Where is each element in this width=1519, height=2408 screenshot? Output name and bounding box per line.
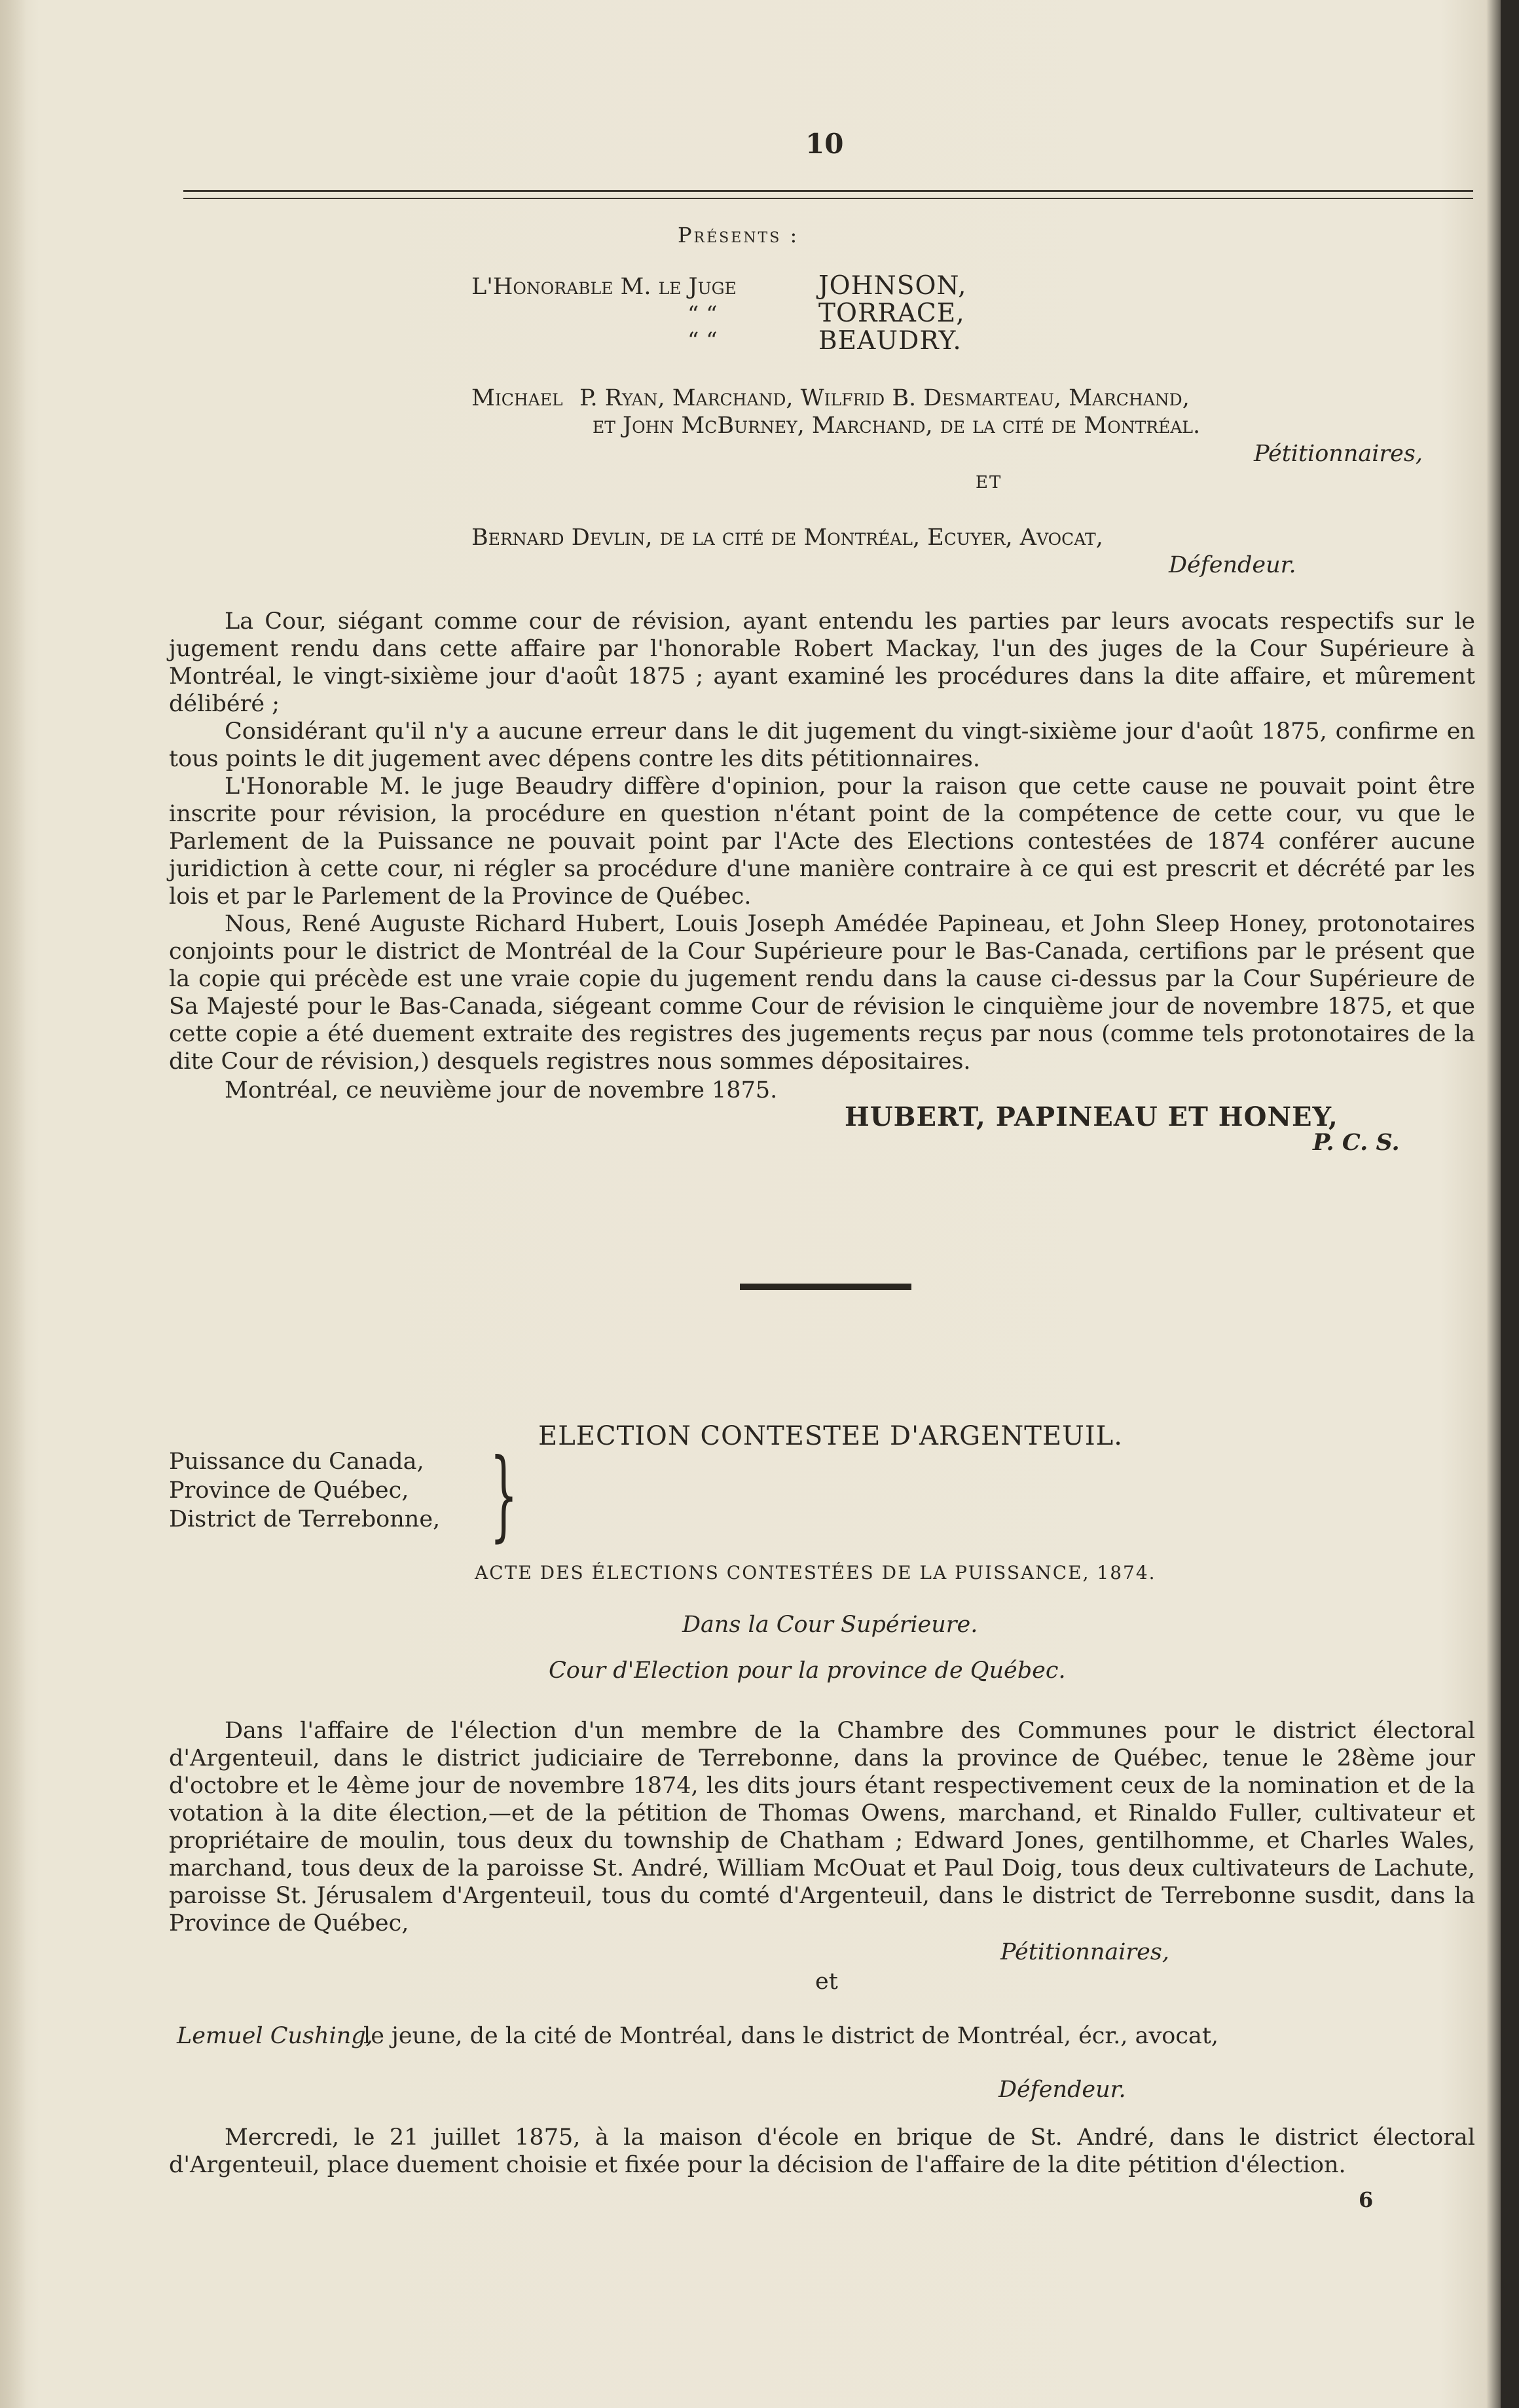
judge-name-torrace: TORRACE,	[818, 299, 965, 328]
judge-title: L'Honorable M. le Juge	[471, 274, 737, 300]
header-rule	[183, 190, 1473, 199]
page-number: 10	[805, 128, 844, 160]
paragraph-considerant: Considérant qu'il n'y a aucune erreur dans le dit jugement du vingt-sixième jour d'août 1875, confirme en tous points le dit jugement avec dépens contre les dits pétitionnaires.	[169, 718, 1475, 772]
petitioners-line-1: P. Ryan, Marchand, Wilfrid B. Desmarteau, Marchand,	[579, 385, 1190, 411]
petitioners-label-2: Pétitionnaires,	[1000, 1939, 1169, 1965]
signature: HUBERT, PAPINEAU ET HONEY,	[845, 1102, 1338, 1132]
date-line: Montréal, ce neuvième jour de novembre 1875.	[225, 1077, 778, 1103]
section-divider	[740, 1284, 911, 1290]
venue-brace: }	[490, 1438, 518, 1552]
ditto-mark: “ “	[687, 327, 718, 354]
venue-province: Province de Québec,	[169, 1477, 409, 1504]
signature-initials: P. C. S.	[1313, 1129, 1400, 1156]
venue-puissance: Puissance du Canada,	[169, 1449, 424, 1475]
ditto-mark: “ “	[687, 301, 718, 327]
petitioners-line-2: et John McBurney, Marchand, de la cité de Montréal.	[593, 413, 1201, 439]
defendant-name: Lemuel Cushing,	[177, 2023, 373, 2049]
paragraph-revision: La Cour, siégant comme cour de révision, ayant entendu les parties par leurs avocats respectifs sur le jugement rendu dans cette affaire par l'honorable Robert Mackay, l'un des juges de la Cour Supérieure à Montréal, le vingt-sixième jour d'août 1875 ; ayant examiné les procédures dans la dite affaire, et mûrement délibéré ;	[169, 608, 1475, 717]
final-paragraph: Mercredi, le 21 juillet 1875, à la maison d'école en brique de St. André, dans le district électoral d'Argenteuil, place duement choisie et fixée pour la décision de l'affaire de la dite pétition d'élection.	[169, 2124, 1475, 2178]
paragraph-certification: Nous, René Auguste Richard Hubert, Louis Joseph Amédée Papineau, et John Sleep Honey, protonotaires conjoints pour le district de Montréal de la Cour Supérieure pour le Bas-Canada, certifions par le présent que la copie qui précède est une vraie copie du jugement rendu dans la cause ci-dessus par la Cour Supérieure de Sa Majesté pour le Bas-Canada, siégeant comme Cour de révision le cinquième jour de novembre 1875, et que cette copie a été duement extraite des registres des jugements reçus par nous (comme tels protonotaires de la dite Cour de révision,) desquels registres nous sommes dépositaires.	[169, 911, 1475, 1075]
signature-mark: 6	[1359, 2187, 1374, 2212]
defendant-label: Défendeur.	[1169, 552, 1296, 578]
court-election: Cour d'Election pour la province de Québec.	[549, 1658, 1066, 1684]
court-name: Dans la Cour Supérieure.	[682, 1612, 978, 1638]
page-right-edge	[1501, 0, 1519, 2408]
page-left-shadow	[0, 0, 26, 2408]
judgment-body	[169, 608, 1475, 1075]
election-title: ELECTION CONTESTEE D'ARGENTEUIL.	[538, 1421, 1123, 1451]
paragraph-dissent: L'Honorable M. le juge Beaudry diffère d'opinion, pour la raison que cette cause ne pouvait point être inscrite pour révision, la procédure en question n'étant point de la compétence de cette cour, vu que le Parlement de la Puissance ne pouvait point par l'Acte des Elections contestées de 1874 conférer aucune juridiction à cette cour, ni régler sa procédure d'une manière contraire à ce qui est prescrit et décrété par les lois et par le Parlement de la Province de Québec.	[169, 773, 1475, 910]
defendant-label-2: Défendeur.	[998, 2077, 1126, 2103]
defendant-description: le jeune, de la cité de Montréal, dans le district de Montréal, écr., avocat,	[363, 2023, 1219, 2049]
acte-heading: ACTE DES ÉLECTIONS CONTESTÉES DE LA PUISSANCE, 1874.	[475, 1562, 1156, 1584]
presents-heading: Présents :	[678, 223, 799, 248]
judge-name-johnson: JOHNSON,	[818, 271, 967, 301]
petitioners-name-1: Michael	[471, 385, 563, 411]
et-separator: ET	[976, 473, 1002, 492]
election-paragraph: Dans l'affaire de l'élection d'un membre de la Chambre des Communes pour le district électoral d'Argenteuil, dans le district judiciaire de Terrebonne, dans la province de Québec, tenue le 28ème jour d'octobre et le 4ème jour de novembre 1874, les dits jours étant respectivement ceux de la nomination et de la votation à la dite élection,—et de la pétition de Thomas Owens, marchand, et Rinaldo Fuller, cultivateur et propriétaire de moulin, tous deux du township de Chatham ; Edward Jones, gentilhomme, et Charles Wales, marchand, tous deux de la paroisse St. André, William McOuat et Paul Doig, tous deux cultivateurs de Lachute, paroisse St. Jérusalem d'Argenteuil, tous du comté d'Argenteuil, dans le district de Terrebonne susdit, dans la Province de Québec,	[169, 1718, 1475, 1936]
et-separator-2: et	[815, 1969, 838, 1995]
judge-name-beaudry: BEAUDRY.	[818, 326, 962, 356]
petitioners-label: Pétitionnaires,	[1254, 441, 1423, 467]
defendant-line: Bernard Devlin, de la cité de Montréal, Ecuyer, Avocat,	[471, 525, 1103, 551]
venue-district: District de Terrebonne,	[169, 1506, 441, 1532]
